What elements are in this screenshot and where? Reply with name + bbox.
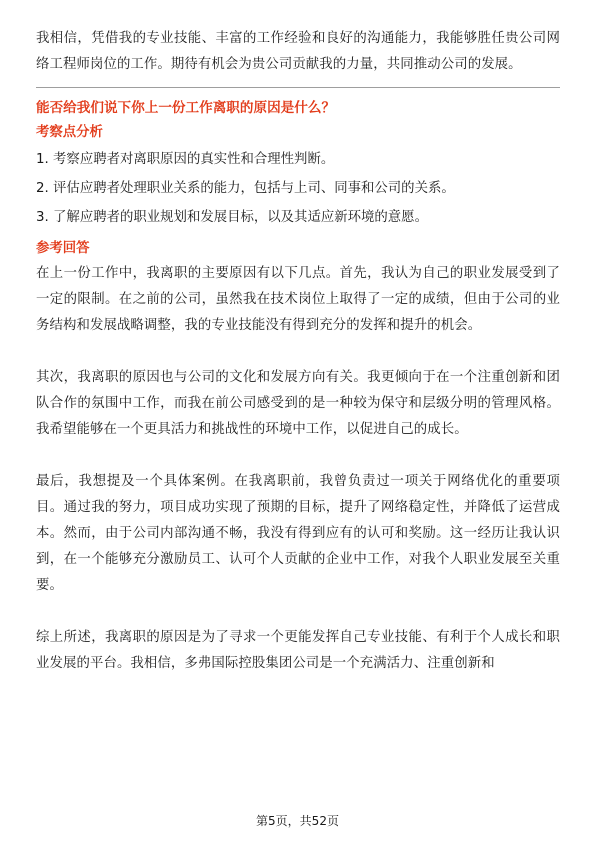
answer-heading: 参考回答: [36, 241, 90, 256]
paragraph-gap: [36, 339, 560, 365]
list-item: 3. 了解应聘者的职业规划和发展目标，以及其适应新环境的意愿。: [36, 210, 428, 225]
analysis-heading: 考察点分析: [36, 125, 103, 140]
list-item: 2. 评估应聘者处理职业关系的能力，包括与上司、同事和公司的关系。: [36, 181, 455, 196]
answer-paragraph: 其次，我离职的原因也与公司的文化和发展方向有关。我更倾向于在一个注重创新和团队合作的氛围中工作，而我在前公司感受到的是一种较为保守和层级分明的管理风格。我希望能够在一个更具活力和挑战性的环境中工作，以促进自己的成长。: [36, 370, 560, 437]
page-number: 第5页，共52页: [256, 814, 339, 828]
page-content: [36, 26, 560, 677]
answer-paragraph: 综上所述，我离职的原因是为了寻求一个更能发挥自己专业技能、有利于个人成长和职业发展的平台。我相信，多弗国际控股集团公司是一个充满活力、注重创新和: [36, 630, 560, 671]
answer-paragraph: 在上一份工作中，我离职的主要原因有以下几点。首先，我认为自己的职业发展受到了一定的限制。在之前的公司，虽然我在技术岗位上取得了一定的成绩，但由于公司的业务结构和发展战略调整，我的专业技能没有得到充分的发挥和提升的机会。: [36, 266, 560, 333]
intro-paragraph: 我相信，凭借我的专业技能、丰富的工作经验和良好的沟通能力，我能够胜任贵公司网络工程师岗位的工作。期待有机会为贵公司贡献我的力量，共同推动公司的发展。: [36, 31, 560, 72]
paragraph-gap: [36, 443, 560, 469]
question-title: 能否给我们说下你上一份工作离职的原因是什么？: [36, 100, 336, 116]
answer-paragraph: 最后，我想提及一个具体案例。在我离职前，我曾负责过一项关于网络优化的重要项目。通过我的努力，项目成功实现了预期的目标，提升了网络稳定性，并降低了运营成本。然而，由于公司内部沟通不畅，我没有得到应有的认可和奖励。这一经历让我认识到，在一个能够充分激励员工、认可个人贡献的企业中工作，对我个人职业发展至关重要。: [36, 474, 560, 593]
list-item: 1. 考察应聘者对离职原因的真实性和合理性判断。: [36, 152, 335, 167]
analysis-list: [36, 145, 560, 232]
paragraph-gap: [36, 599, 560, 625]
section-divider: [36, 87, 560, 88]
